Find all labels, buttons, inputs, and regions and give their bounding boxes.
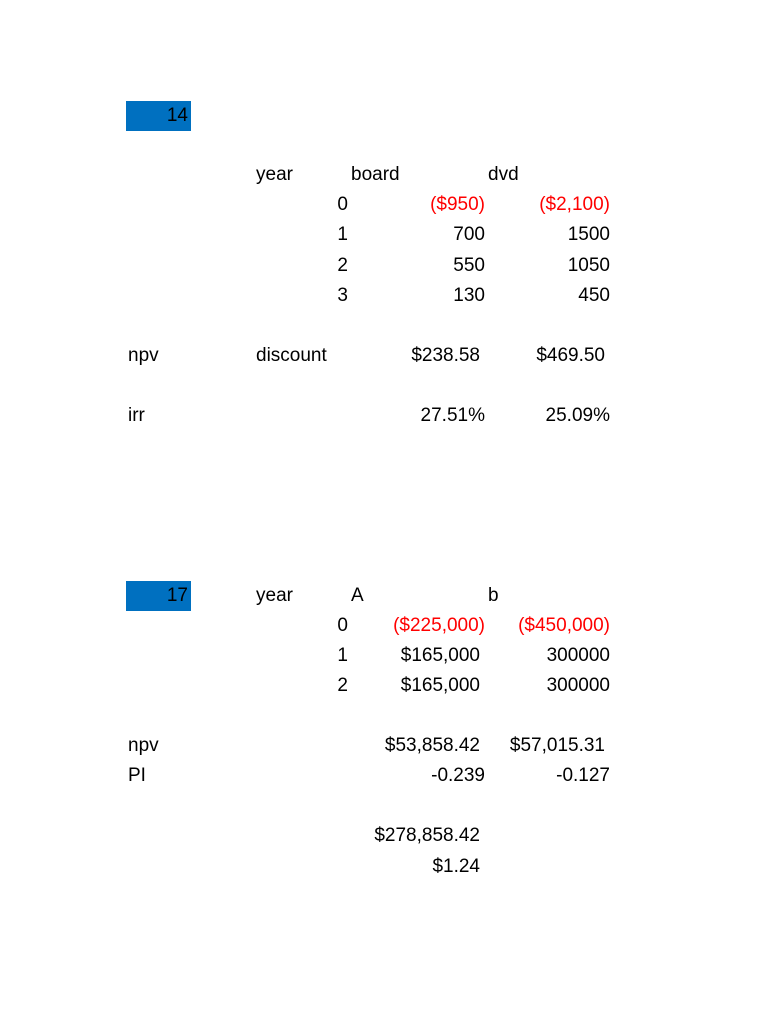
dvd-cash-flow: ($2,100) — [539, 194, 610, 215]
board-cash-flow: 130 — [453, 285, 485, 306]
a-npv: $53,858.42 — [384, 735, 480, 756]
b-npv: $57,015.31 — [509, 735, 605, 756]
board-npv: $238.58 — [411, 345, 480, 366]
profitability-index: $1.24 — [432, 856, 480, 877]
b-pi: -0.127 — [556, 765, 610, 786]
a-pi: -0.239 — [431, 765, 485, 786]
present-value-inflows: $278,858.42 — [374, 825, 480, 846]
year-cell: 0 — [337, 615, 348, 636]
dvd-npv: $469.50 — [536, 345, 605, 366]
dvd-irr: 25.09% — [545, 405, 610, 426]
a-cash-flow: ($225,000) — [393, 615, 485, 636]
npv-label: npv — [128, 345, 159, 366]
irr-label: irr — [128, 405, 145, 426]
board-cash-flow: 700 — [453, 224, 485, 245]
board-cash-flow: ($950) — [430, 194, 485, 215]
problem-17-number[interactable]: 17 — [126, 581, 191, 611]
dvd-cash-flow: 1050 — [567, 255, 610, 276]
dvd-cash-flow: 1500 — [567, 224, 610, 245]
board-irr: 27.51% — [420, 405, 485, 426]
b-cash-flow: ($450,000) — [518, 615, 610, 636]
year-header: year — [256, 164, 293, 185]
discount-label: discount — [256, 345, 327, 366]
a-cash-flow: $165,000 — [400, 645, 480, 666]
problem-14-number[interactable]: 14 — [126, 101, 191, 131]
year-header: year — [256, 585, 293, 606]
b-header: b — [488, 585, 499, 606]
b-cash-flow: 300000 — [546, 675, 610, 696]
dvd-cash-flow: 450 — [578, 285, 610, 306]
a-cash-flow: $165,000 — [400, 675, 480, 696]
year-cell: 1 — [337, 645, 348, 666]
a-header: A — [351, 585, 364, 606]
dvd-header: dvd — [488, 164, 519, 185]
pi-label: PI — [128, 765, 146, 786]
year-cell: 0 — [337, 194, 348, 215]
b-cash-flow: 300000 — [546, 645, 610, 666]
year-cell: 2 — [337, 675, 348, 696]
year-cell: 3 — [337, 285, 348, 306]
year-cell: 2 — [337, 255, 348, 276]
board-cash-flow: 550 — [453, 255, 485, 276]
board-header: board — [351, 164, 400, 185]
year-cell: 1 — [337, 224, 348, 245]
npv-label: npv — [128, 735, 159, 756]
